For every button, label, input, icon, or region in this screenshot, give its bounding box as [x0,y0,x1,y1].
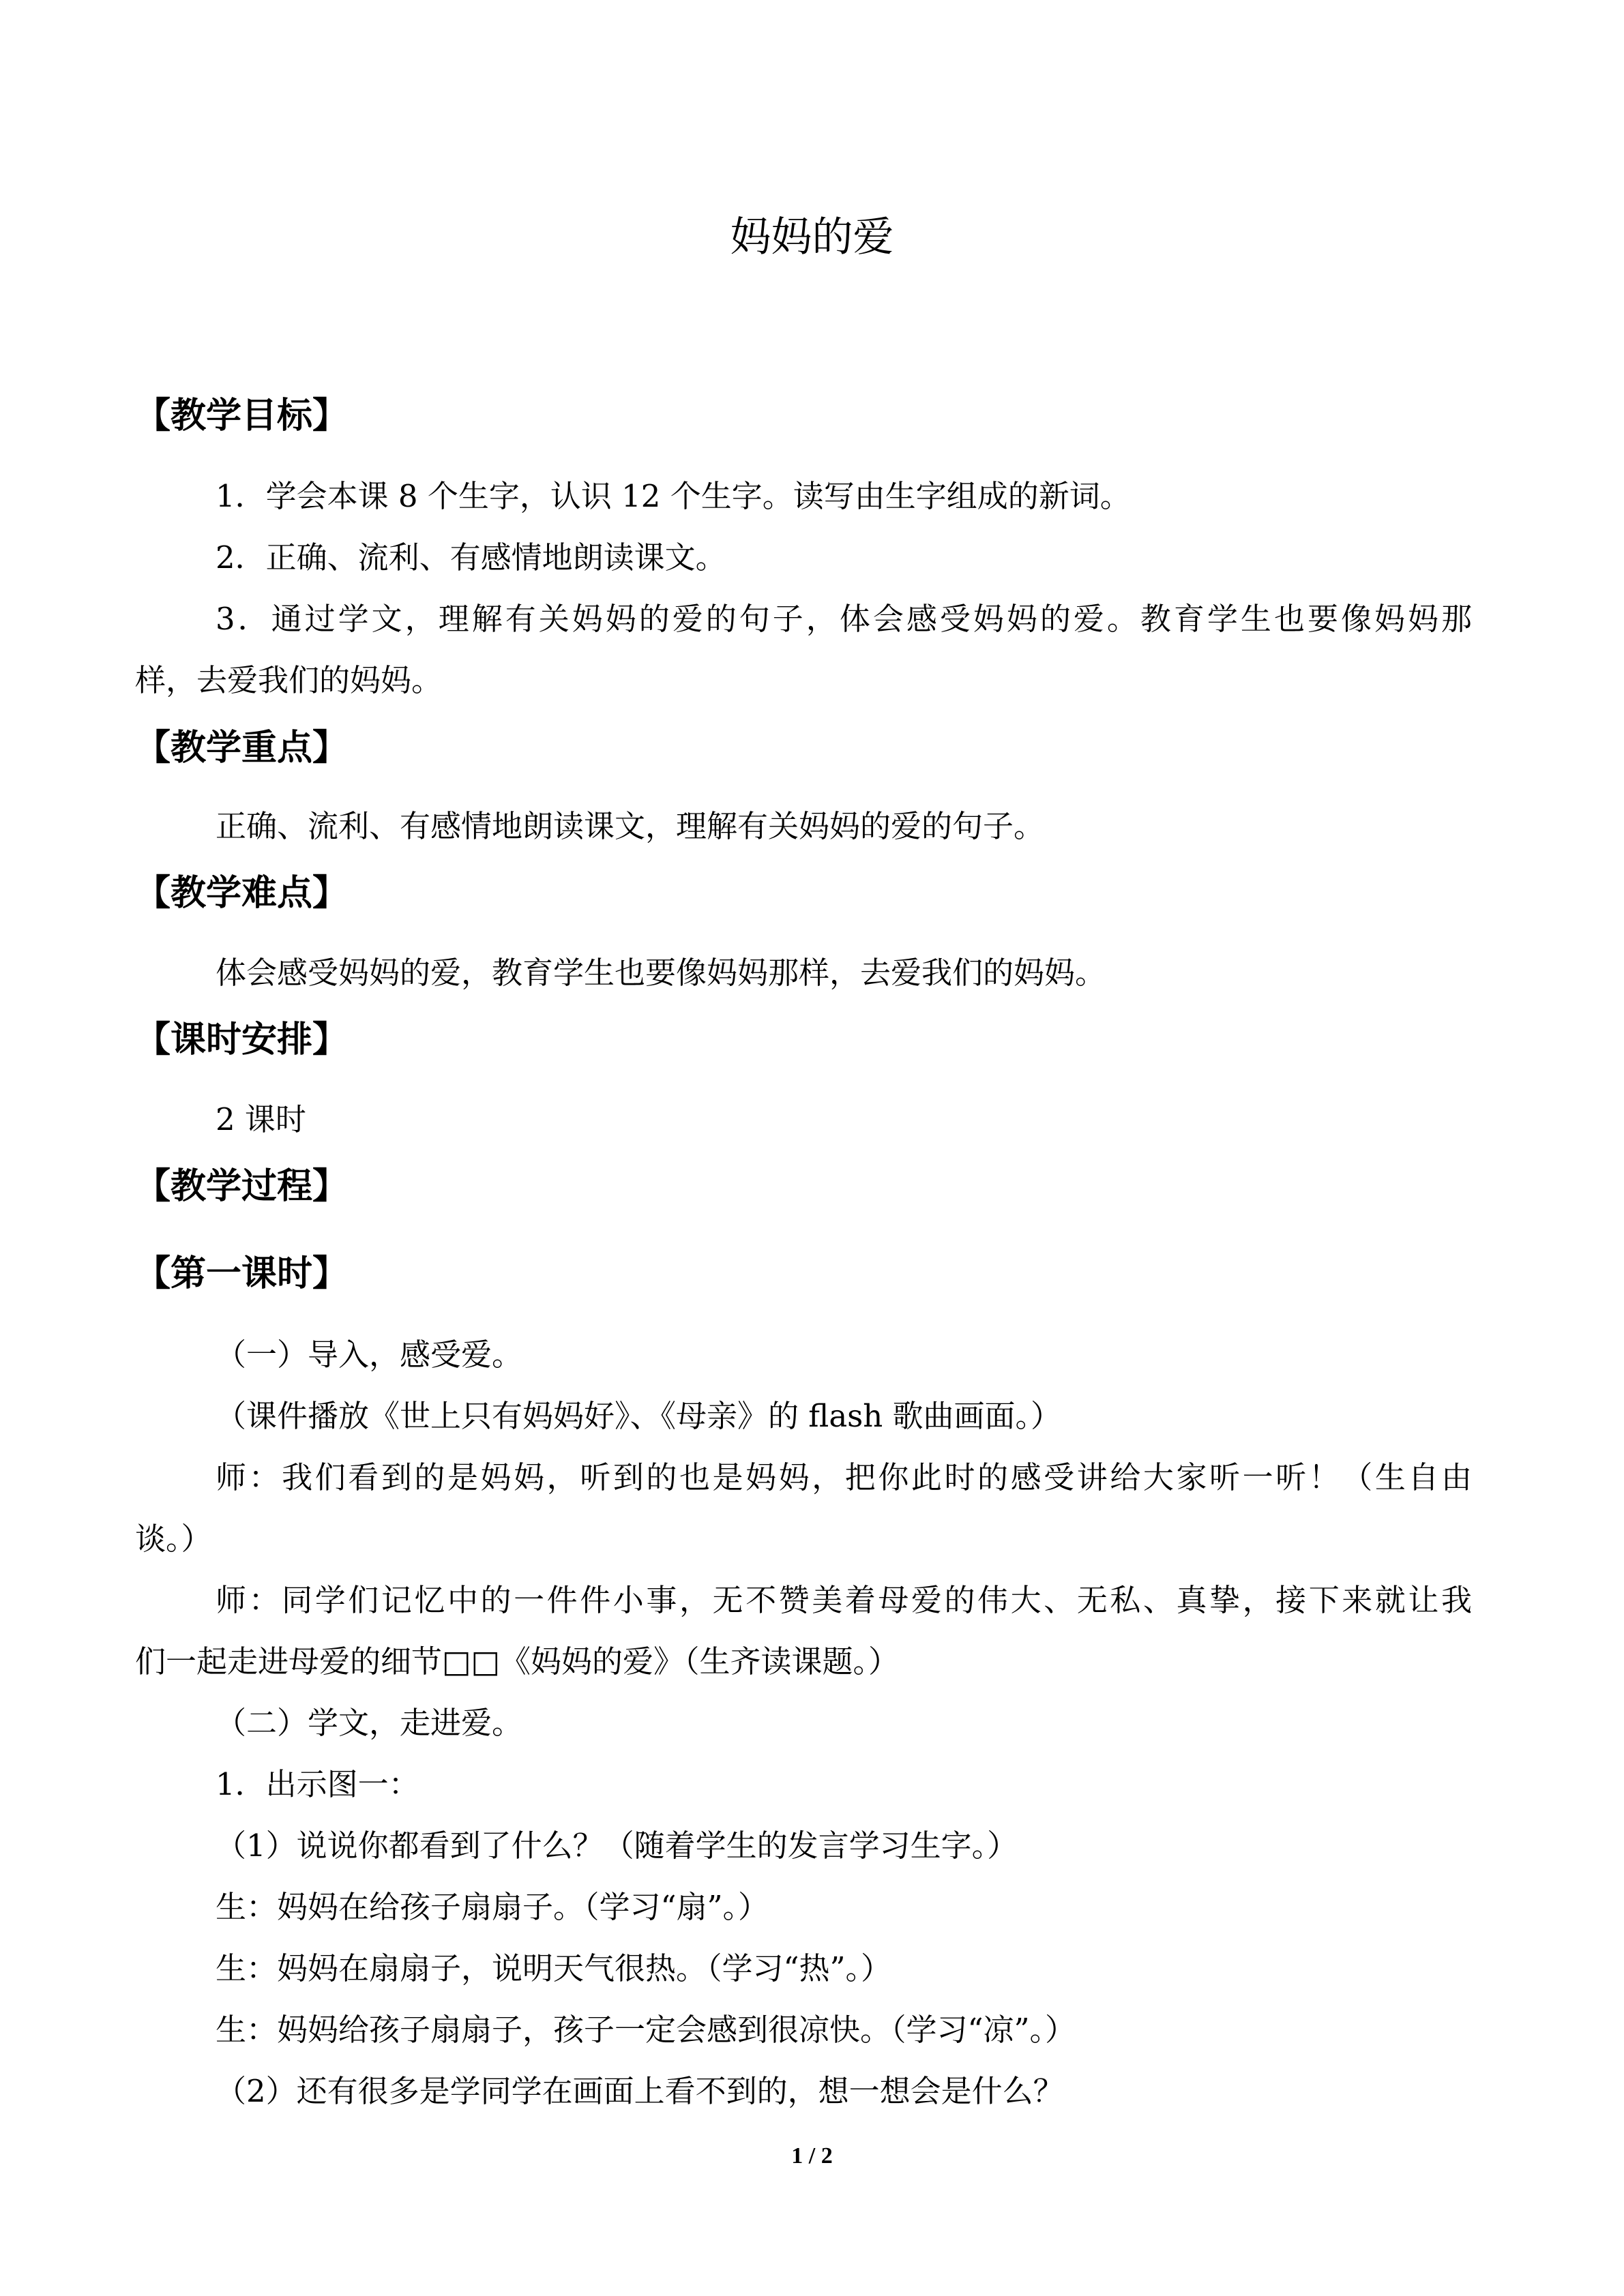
page-number: 1 / 2 [791,2143,833,2168]
lesson-line-9: 生：妈妈在扇扇子，说明天气很热。（学习“热”。） [216,1950,892,1986]
goal-item-1: 1．学会本课 8 个生字，认识 12 个生字。读写由生字组成的新词。 [216,478,1131,514]
heading-difficulties: 【教学难点】 [135,873,349,914]
schedule-text: 2 课时 [216,1101,306,1137]
goal-item-2: 2．正确、流利、有感情地朗读课文。 [216,539,726,576]
difficulties-text: 体会感受妈妈的爱，教育学生也要像妈妈那样，去爱我们的妈妈。 [216,955,1106,991]
goal-item-3-continuation: 样，去爱我们的妈妈。 [135,662,443,698]
lesson-line-2: （课件播放《世上只有妈妈好》、《母亲》的 flash 歌曲画面。） [216,1398,1062,1434]
lesson-line-3-continuation: 谈。） [135,1521,212,1557]
heading-teaching-process: 【教学过程】 [135,1166,349,1207]
key-points-text: 正确、流利、有感情地朗读课文，理解有关妈妈的爱的句子。 [216,808,1045,844]
lesson-line-3: 师：我们看到的是妈妈，听到的也是妈妈，把你此时的感受讲给大家听一听！（生自由 [216,1459,1472,1495]
heading-first-lesson: 【第一课时】 [135,1253,349,1294]
lesson-line-10: 生：妈妈给孩子扇扇子，孩子一定会感到很凉快。（学习“凉”。） [216,2012,1076,2048]
heading-teaching-goals: 【教学目标】 [135,396,349,436]
lesson-line-8: 生：妈妈在给孩子扇扇子。（学习“扇”。） [216,1889,769,1925]
lesson-line-7: （1）说说你都看到了什么？（随着学生的发言学习生字。） [216,1828,1018,1864]
document-title: 妈妈的爱 [730,213,894,261]
lesson-line-4: 师：同学们记忆中的一件件小事，无不赞美着母爱的伟大、无私、真挚，接下来就让我 [216,1582,1472,1618]
lesson-line-4-continuation: 们一起走进母爱的细节□□《妈妈的爱》（生齐读课题。） [135,1643,900,1680]
heading-schedule: 【课时安排】 [135,1019,349,1060]
goal-item-3: 3．通过学文，理解有关妈妈的爱的句子，体会感受妈妈的爱。教育学生也要像妈妈那 [216,601,1472,637]
lesson-line-6: 1．出示图一： [216,1766,419,1802]
lesson-line-11: （2）还有很多是学同学在画面上看不到的，想一想会是什么？ [216,2073,1064,2109]
lesson-line-1: （一）导入，感受爱。 [216,1337,523,1373]
heading-key-points: 【教学重点】 [135,728,349,769]
lesson-line-5: （二）学文，走进爱。 [216,1705,523,1741]
